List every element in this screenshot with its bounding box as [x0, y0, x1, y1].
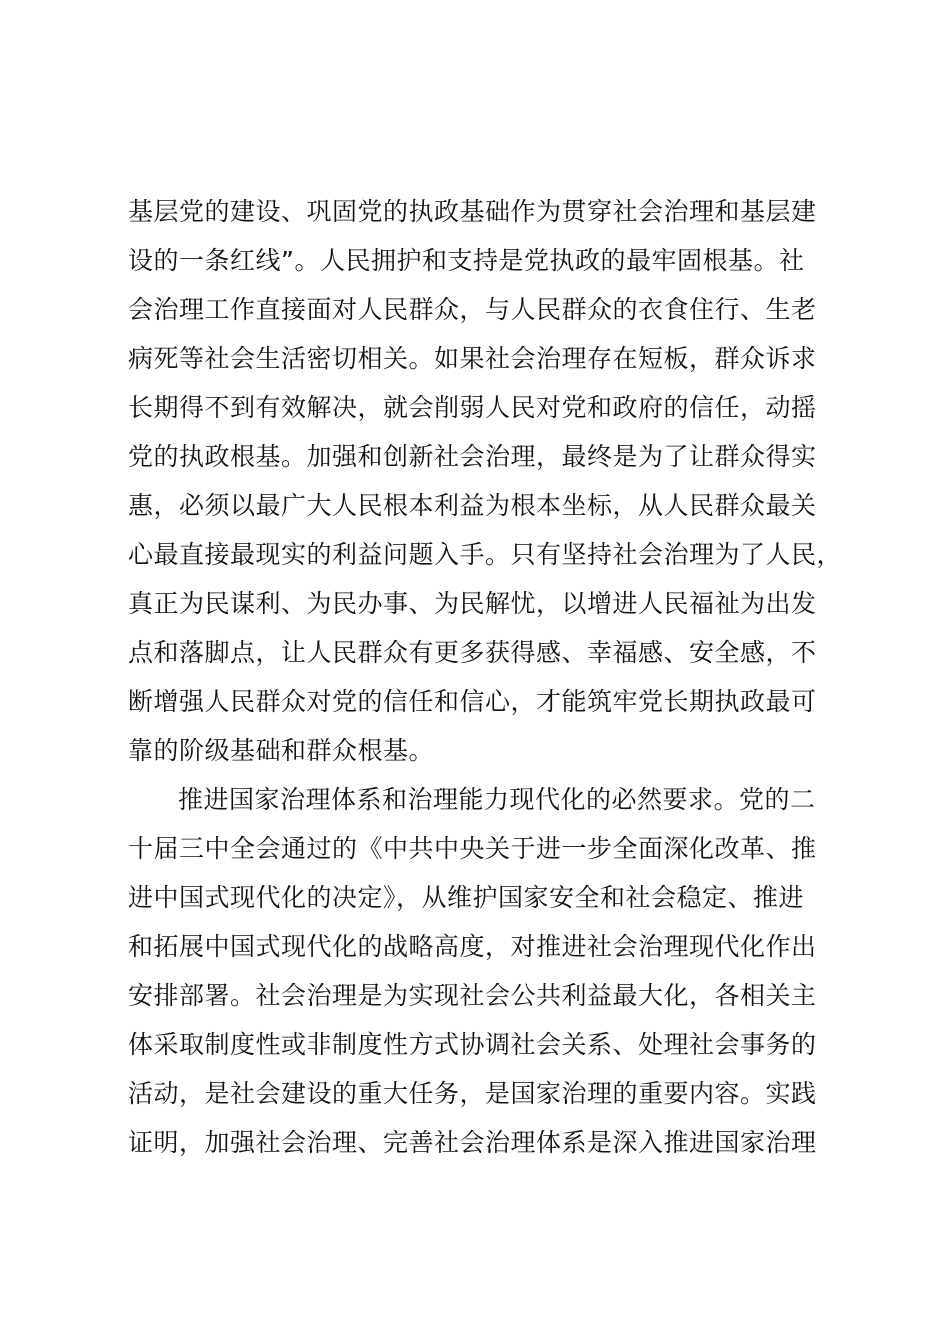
paragraph-line: 进中国式现代化的决定》，从维护国家安全和社会稳定、推进 — [128, 883, 805, 912]
paragraph-line: 会治理工作直接面对人民群众，与人民群众的衣食住行、生老 — [128, 295, 817, 324]
paragraph-line: 活动，是社会建设的重大任务，是国家治理的重要内容。实践 — [128, 1079, 817, 1108]
paragraph-line: 设的一条红线”。人民拥护和支持是党执政的最牢固根基。社 — [128, 246, 805, 275]
paragraph-line: 安排部署。社会治理是为实现社会公共利益最大化，各相关主 — [128, 981, 817, 1010]
paragraph-line: 和拓展中国式现代化的战略高度，对推进社会治理现代化作出 — [128, 932, 817, 961]
paragraph-line: 长期得不到有效解决，就会削弱人民对党和政府的信任，动摇 — [128, 393, 817, 422]
paragraph-line: 断增强人民群众对党的信任和信心，才能筑牢党长期执政最可 — [128, 687, 817, 716]
paragraph-2 — [128, 775, 828, 1167]
paragraph-line: 党的执政根基。加强和创新社会治理，最终是为了让群众得实 — [128, 442, 817, 471]
paragraph-line: 惠，必须以最广大人民根本利益为根本坐标，从人民群众最关 — [128, 491, 817, 520]
paragraph-line: 靠的阶级基础和群众根基。 — [128, 736, 435, 765]
paragraph-line: 十届三中全会通过的《中共中央关于进一步全面深化改革、推 — [128, 834, 817, 863]
paragraph-line: 推进国家治理体系和治理能力现代化的必然要求。党的二 — [178, 785, 816, 814]
paragraph-line: 基层党的建设、巩固党的执政基础作为贯穿社会治理和基层建 — [128, 197, 817, 226]
paragraph-line: 点和落脚点，让人民群众有更多获得感、幸福感、安全感，不 — [128, 638, 817, 667]
paragraph-line: 证明，加强社会治理、完善社会治理体系是深入推进国家治理 — [128, 1128, 817, 1157]
paragraph-line: 体采取制度性或非制度性方式协调社会关系、处理社会事务的 — [128, 1030, 817, 1059]
paragraph-line: 病死等社会生活密切相关。如果社会治理存在短板，群众诉求 — [128, 344, 817, 373]
paragraph-line: 心最直接最现实的利益问题入手。只有坚持社会治理为了人民， — [128, 540, 843, 569]
paragraph-line: 真正为民谋利、为民办事、为民解忧，以增进人民福祉为出发 — [128, 589, 817, 618]
document-body — [128, 187, 843, 1167]
paragraph-1 — [128, 187, 843, 775]
